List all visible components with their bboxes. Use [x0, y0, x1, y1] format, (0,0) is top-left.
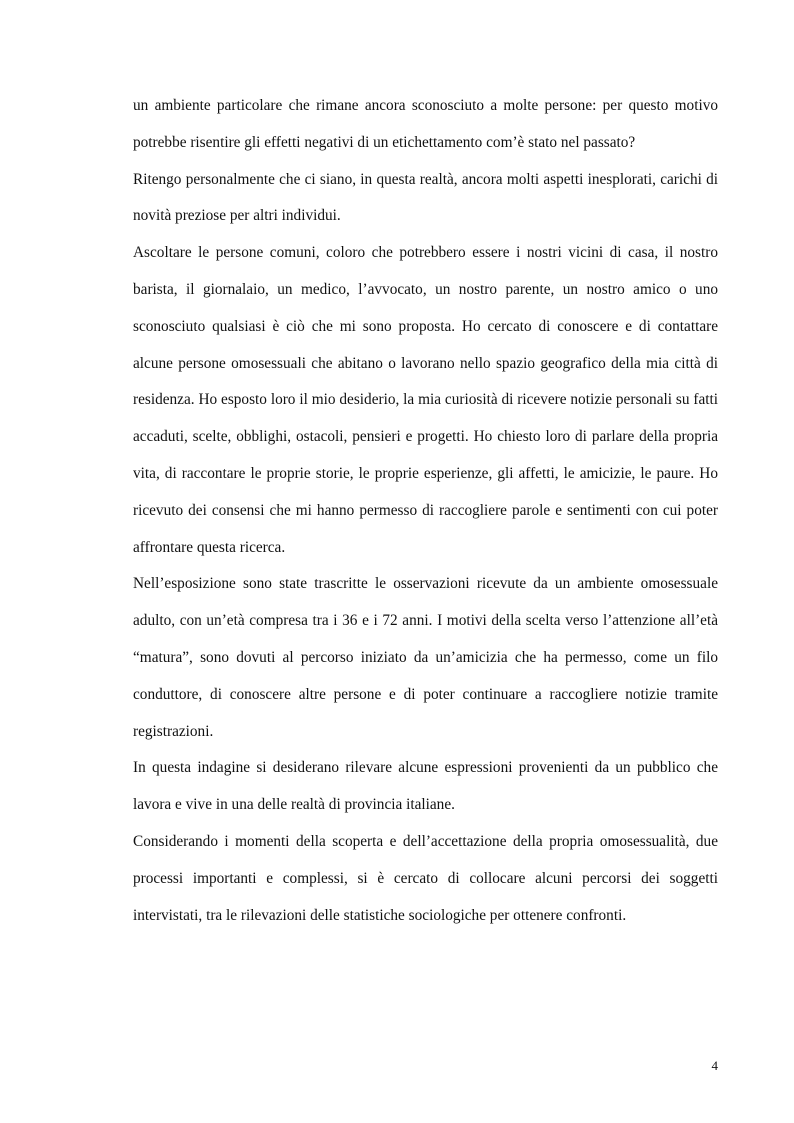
- paragraph-1: un ambiente particolare che rimane ancora sconosciuto a molte persone: per questo motivo potrebbe risentire gli effetti negativi di un etichettamento com’è stato nel passato?: [133, 97, 718, 151]
- paragraph-6: Considerando i momenti della scoperta e dell’accettazione della propria omosessualità, due processi importanti e complessi, si è cercato di collocare alcuni percorsi dei soggetti intervistati, tra le rilevazioni delle statistiche sociologiche per ottenere confronti.: [133, 832, 718, 924]
- paragraph-3: Ascoltare le persone comuni, coloro che potrebbero essere i nostri vicini di casa, il nostro barista, il giornalaio, un medico, l’avvocato, un nostro parente, un nostro amico o uno sconosciuto qualsiasi è ciò che mi sono proposta. Ho cercato di conoscere e di contattare alcune persone omosessuali che abitano o lavorano nello spazio geografico della mia città di residenza. Ho esposto loro il mio desiderio, la mia curiosità di ricevere notizie personali su fatti accaduti, scelte, obblighi, ostacoli, pensieri e progetti. Ho chiesto loro di parlare della propria vita, di raccontare le proprie storie, le proprie esperienze, gli affetti, le amicizie, le paure. Ho ricevuto dei consensi che mi hanno permesso di raccogliere parole e sentimenti con cui poter affrontare questa ricerca.: [133, 244, 718, 556]
- document-body: [133, 88, 718, 934]
- page-number: 4: [711, 1058, 718, 1073]
- paragraph-2: Ritengo personalmente che ci siano, in questa realtà, ancora molti aspetti inesplorati, carichi di novità preziose per altri individui.: [133, 170, 718, 225]
- paragraph-4: Nell’esposizione sono state trascritte le osservazioni ricevute da un ambiente omosessuale adulto, con un’età compresa tra i 36 e i 72 anni. I motivi della scelta verso l’attenzione all’età “matura”, sono dovuti al percorso iniziato da un’amicizia che ha permesso, come un filo conduttore, di conoscere altre persone e di poter continuare a raccogliere notizie tramite registrazioni.: [133, 575, 718, 740]
- paragraph-5: In questa indagine si desiderano rilevare alcune espressioni provenienti da un pubblico che lavora e vive in una delle realtà di provincia italiane.: [133, 759, 718, 814]
